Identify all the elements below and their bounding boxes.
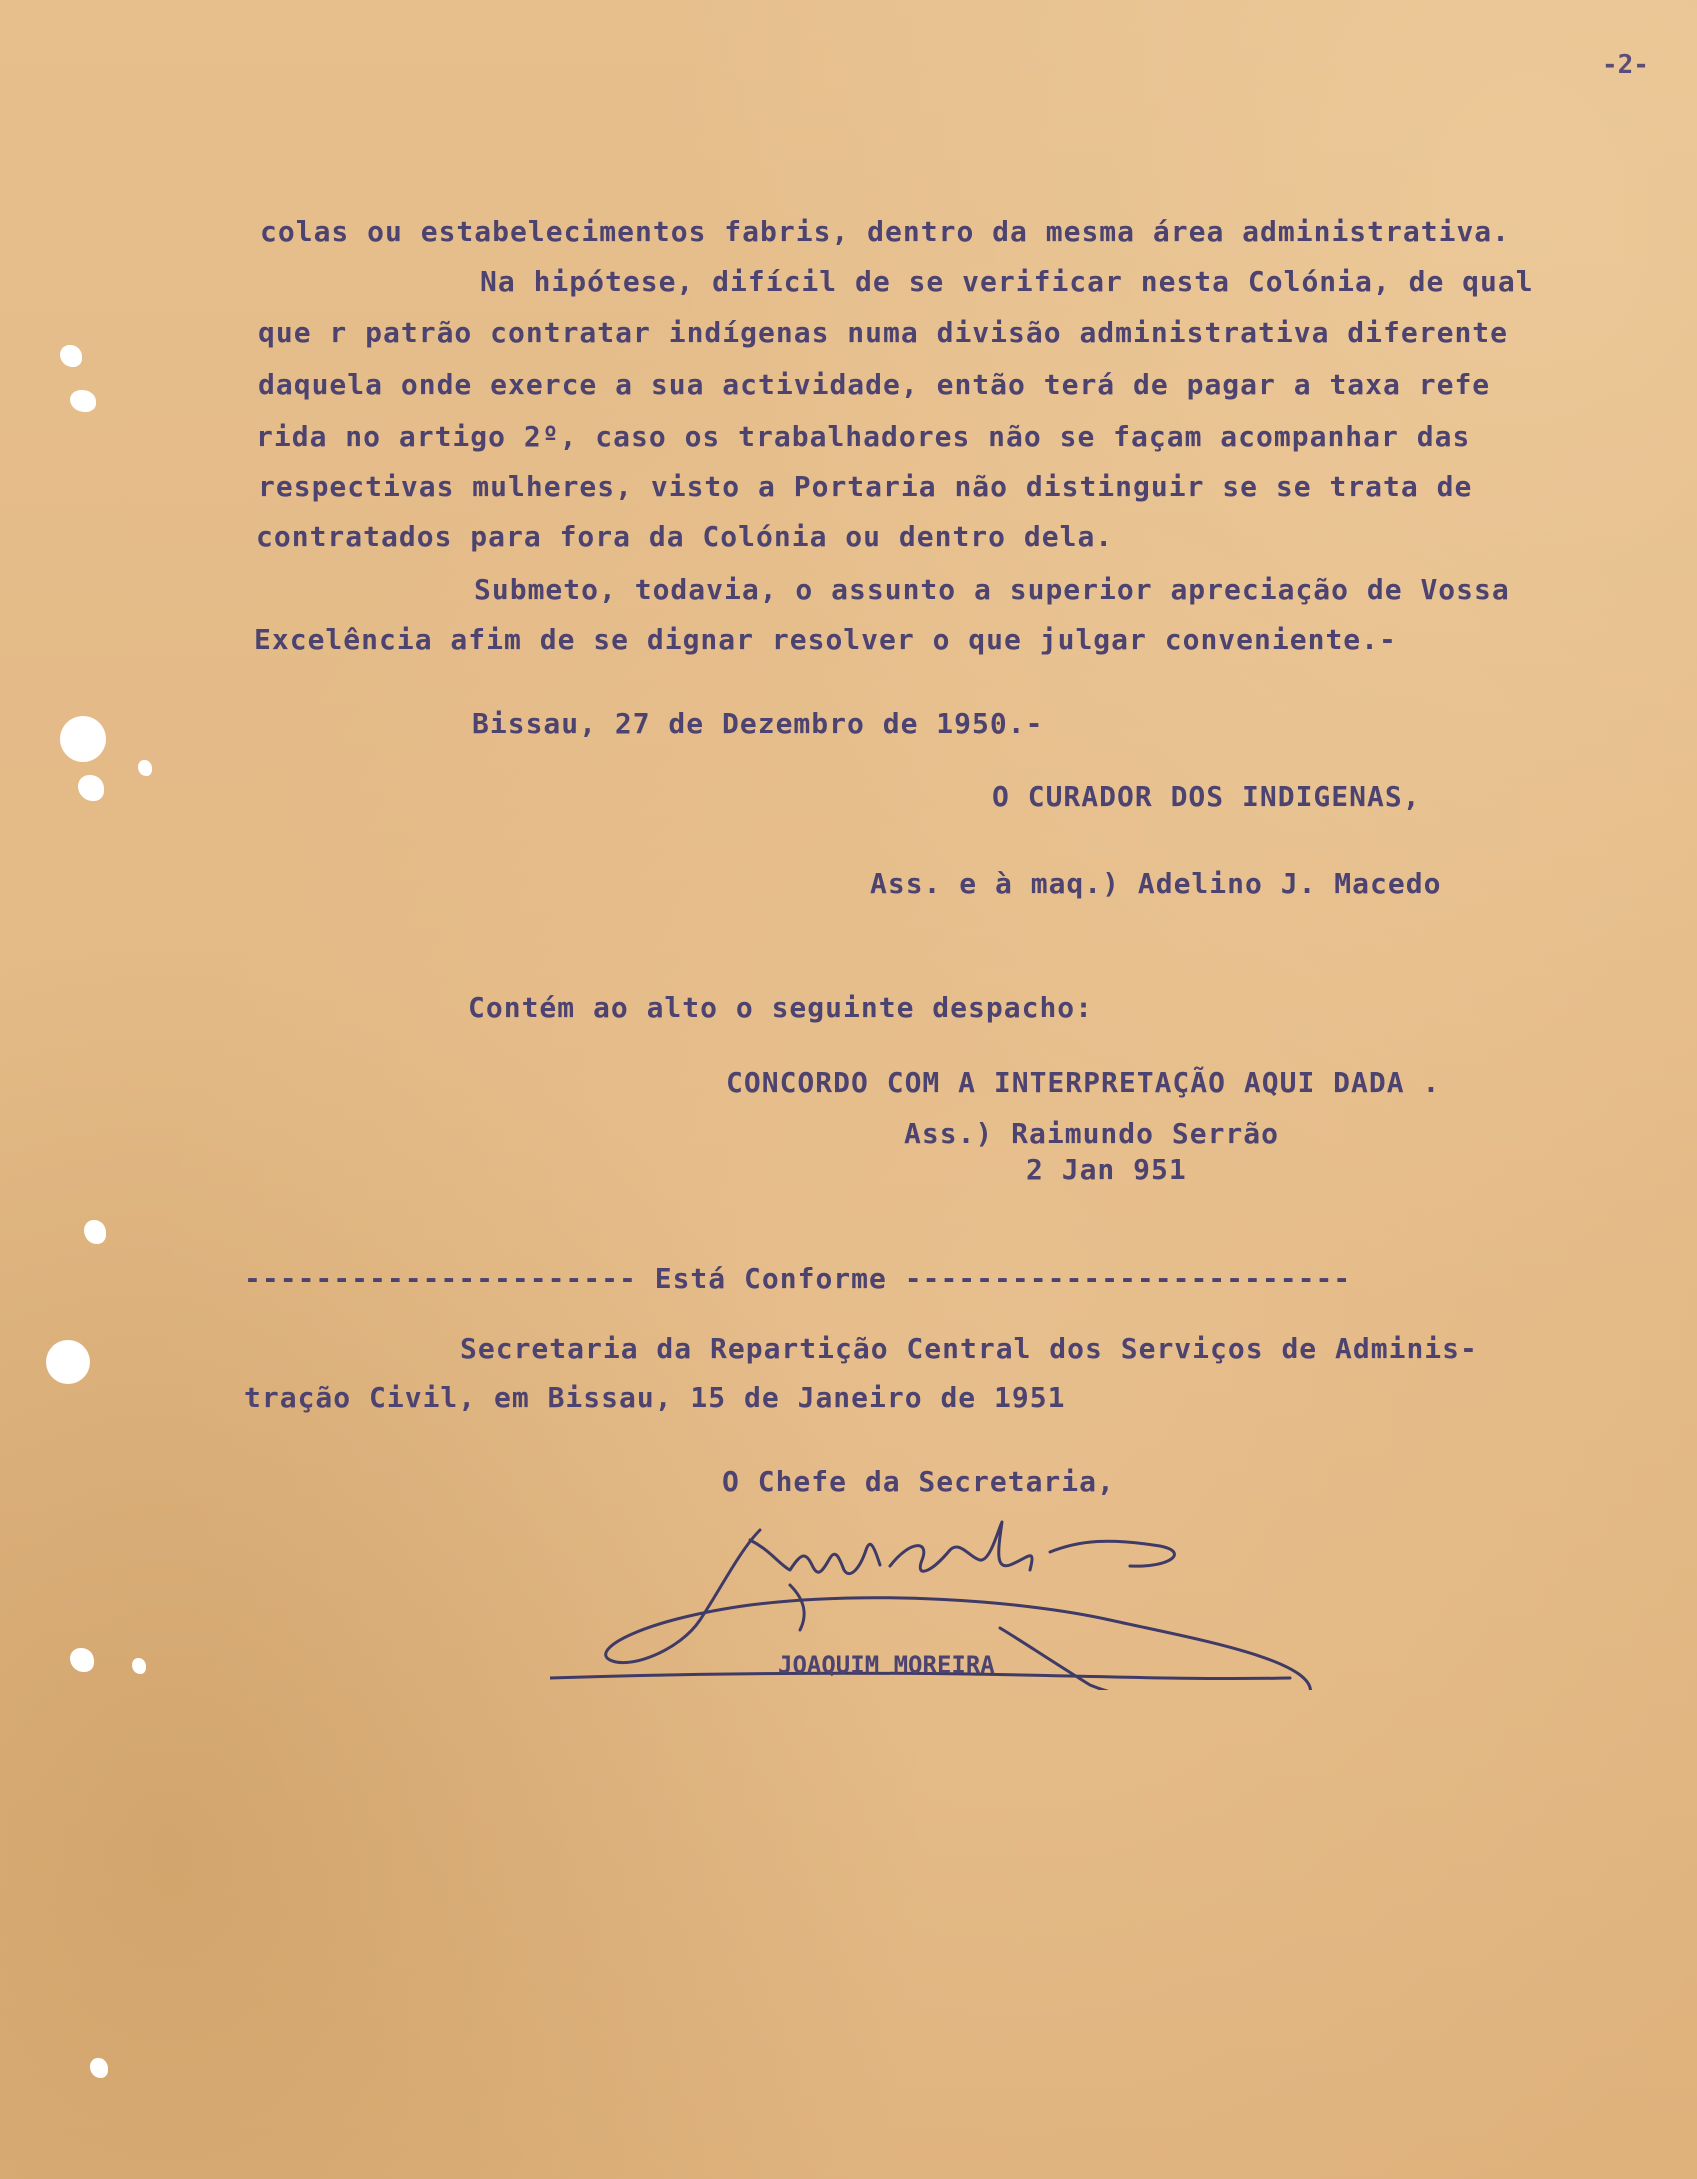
punch-hole <box>138 760 152 776</box>
chefe-title: O Chefe da Secretaria, <box>722 1465 1115 1498</box>
date-line: Bissau, 27 de Dezembro de 1950.- <box>472 707 1044 740</box>
punch-hole <box>60 716 106 762</box>
punch-hole <box>132 1658 146 1674</box>
secretaria-line: Secretaria da Repartição Central dos Serviços de Adminis- <box>460 1332 1478 1365</box>
body-line: Submeto, todavia, o assunto a superior apreciação de Vossa <box>474 573 1510 606</box>
despacho-signature: Ass.) Raimundo Serrão <box>904 1117 1280 1150</box>
curador-title: O CURADOR DOS INDIGENAS, <box>992 780 1421 813</box>
punch-hole <box>70 390 96 412</box>
punch-hole <box>70 1648 94 1672</box>
punch-hole <box>84 1220 106 1244</box>
punch-hole <box>90 2058 108 2078</box>
body-line: contratados para fora da Colónia ou dentro dela. <box>256 520 1114 553</box>
punch-hole <box>78 775 104 801</box>
chefe-name: JOAQUIM MOREIRA <box>778 1651 995 1679</box>
conforme-line: ---------------------- Está Conforme ------------------------- <box>244 1262 1352 1295</box>
body-line: Excelência afim de se dignar resolver o que julgar conveniente.- <box>254 623 1397 656</box>
body-line: que r patrão contratar indígenas numa divisão administrativa diferente <box>258 316 1509 349</box>
body-line: rida no artigo 2º, caso os trabalhadores não se façam acompanhar das <box>256 420 1471 453</box>
body-line: Na hipótese, difícil de se verificar nesta Colónia, de qual <box>480 265 1534 298</box>
curador-signature: Ass. e à maq.) Adelino J. Macedo <box>870 867 1442 900</box>
punch-hole <box>46 1340 90 1384</box>
despacho-intro: Contém ao alto o seguinte despacho: <box>468 991 1094 1024</box>
despacho-date: 2 Jan 951 <box>1026 1153 1187 1186</box>
body-line: respectivas mulheres, visto a Portaria não distinguir se se trata de <box>258 470 1473 503</box>
page-number: -2- <box>1602 50 1649 80</box>
despacho-text: CONCORDO COM A INTERPRETAÇÃO AQUI DADA . <box>726 1066 1441 1099</box>
body-line: colas ou estabelecimentos fabris, dentro da mesma área administrativa. <box>260 215 1511 248</box>
punch-hole <box>60 345 82 367</box>
body-line: daquela onde exerce a sua actividade, então terá de pagar a taxa refe <box>258 368 1491 401</box>
secretaria-line: tração Civil, em Bissau, 15 de Janeiro de 1951 <box>244 1381 1066 1414</box>
